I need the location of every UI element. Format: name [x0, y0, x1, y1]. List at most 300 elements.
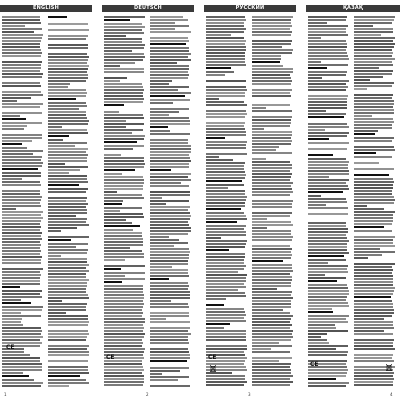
text-line [206, 237, 221, 239]
text-line [354, 226, 384, 228]
text-line [2, 193, 40, 195]
text-line [104, 315, 142, 317]
text-line [104, 114, 143, 116]
text-line [150, 99, 190, 101]
text-line [354, 357, 392, 359]
text-line [252, 65, 283, 67]
text-line [206, 348, 247, 350]
text-line [354, 137, 394, 139]
text-line [2, 274, 41, 276]
text-line [252, 221, 291, 223]
text-line [354, 61, 392, 63]
text-line [48, 184, 79, 186]
text-line [2, 37, 42, 39]
text-line [48, 53, 87, 55]
text-line [104, 229, 133, 231]
text-line [252, 282, 291, 284]
text-line [2, 253, 40, 255]
text-line [48, 126, 62, 128]
text-line [354, 245, 395, 247]
text-line [252, 285, 291, 287]
text-line [48, 267, 86, 269]
text-line [308, 302, 348, 304]
text-line [48, 65, 89, 67]
text-line [206, 345, 247, 347]
text-line [104, 378, 144, 380]
text-line [308, 262, 328, 264]
text-line [206, 180, 242, 182]
text-line [150, 351, 189, 353]
text-line [150, 224, 189, 226]
text-line [48, 38, 86, 40]
text-line [252, 191, 293, 193]
text-line [206, 122, 245, 124]
text-line [2, 165, 42, 167]
text-line [150, 145, 191, 147]
text-line [48, 315, 88, 317]
text-line [48, 333, 89, 335]
text-line [2, 159, 41, 161]
text-line [252, 318, 291, 320]
text-line [150, 263, 188, 265]
text-line [308, 243, 347, 245]
ce-mark: CE [6, 344, 15, 351]
text-line [252, 143, 291, 145]
text-line [206, 336, 246, 338]
text-line [104, 256, 144, 258]
text-line [2, 321, 21, 323]
text-line [104, 303, 144, 305]
text-line [354, 140, 392, 142]
text-line [150, 166, 189, 168]
text-line [206, 246, 245, 248]
text-line [2, 217, 43, 219]
text-line [308, 80, 349, 82]
text-line [252, 80, 292, 82]
text-line [308, 299, 346, 301]
text-line [252, 149, 276, 151]
text-line [150, 50, 189, 52]
text-line [2, 64, 41, 66]
text-line [2, 226, 41, 228]
text-line [48, 215, 76, 217]
text-line [308, 110, 326, 112]
text-line [104, 59, 143, 61]
text-line [2, 97, 31, 99]
text-line [354, 31, 393, 33]
text-line [354, 58, 395, 60]
text-line [354, 223, 392, 225]
text-line [354, 112, 394, 114]
text-line [206, 128, 245, 130]
text-line [150, 367, 189, 369]
text-line [2, 286, 20, 288]
text-line [206, 95, 245, 97]
manual-page-deutsch [102, 0, 194, 400]
text-line [308, 34, 348, 36]
text-line [48, 163, 65, 165]
text-line [150, 203, 166, 205]
text-line [150, 272, 188, 274]
text-line [206, 221, 237, 223]
text-line [252, 321, 290, 323]
text-line [252, 152, 292, 154]
text-line [354, 290, 394, 292]
text-line [104, 101, 143, 103]
text-line [150, 191, 190, 193]
text-line [252, 131, 292, 133]
text-line [150, 68, 189, 70]
text-line [308, 339, 327, 341]
text-line [308, 25, 348, 27]
text-line [48, 68, 88, 70]
text-line [150, 182, 181, 184]
text-line [206, 89, 247, 91]
text-line [104, 213, 143, 215]
text-line [104, 191, 117, 193]
text-line [252, 134, 292, 136]
text-line [2, 205, 41, 207]
text-line [2, 369, 42, 371]
text-line [206, 177, 245, 179]
text-line [354, 254, 382, 256]
text-line [150, 282, 188, 284]
text-line [48, 246, 76, 248]
text-line [2, 363, 42, 365]
text-line [2, 372, 23, 374]
text-line [354, 330, 384, 332]
text-line [48, 354, 89, 356]
text-line [104, 132, 132, 134]
text-line [2, 223, 40, 225]
text-line [150, 194, 190, 196]
text-line [2, 357, 40, 359]
text-line [308, 324, 335, 326]
text-line [104, 288, 143, 290]
text-line [150, 333, 191, 335]
text-line [48, 178, 87, 180]
text-column-right [150, 16, 191, 390]
text-line [2, 268, 43, 270]
text-line [354, 37, 395, 39]
text-line [104, 141, 137, 143]
text-line [206, 249, 229, 251]
text-line [150, 257, 189, 259]
text-line [150, 80, 172, 82]
text-line [150, 59, 191, 61]
text-column-left [2, 16, 43, 390]
text-line [354, 115, 372, 117]
text-line [252, 212, 292, 214]
text-line [308, 222, 346, 224]
text-line [104, 321, 145, 323]
text-line [150, 348, 188, 350]
text-line [308, 305, 349, 307]
text-line [252, 83, 291, 85]
text-line [48, 273, 86, 275]
text-line [354, 309, 394, 311]
text-line [2, 103, 43, 105]
text-line [354, 381, 393, 383]
text-line [354, 79, 370, 81]
text-line [104, 324, 143, 326]
text-line [206, 147, 246, 149]
text-line [206, 225, 246, 227]
text-line [308, 77, 322, 79]
recycle-bin-icon [386, 364, 392, 371]
page-header: ҚАЗАҚ [306, 5, 400, 12]
text-line [206, 253, 245, 255]
text-line [2, 315, 41, 317]
text-line [206, 43, 245, 45]
text-line [2, 168, 38, 170]
text-line [104, 339, 142, 341]
text-line [308, 265, 348, 267]
text-line [104, 327, 144, 329]
text-line [48, 348, 87, 350]
text-line [354, 269, 393, 271]
text-line [308, 342, 329, 344]
text-line [354, 217, 393, 219]
text-line [308, 188, 349, 190]
text-line [206, 141, 247, 143]
text-line [150, 239, 179, 241]
text-line [2, 312, 21, 314]
text-line [104, 173, 122, 175]
text-line [150, 215, 191, 217]
text-line [308, 173, 349, 175]
text-line [104, 77, 127, 79]
text-line [104, 92, 143, 94]
text-line [104, 235, 142, 237]
text-line [48, 270, 89, 272]
text-line [2, 153, 33, 155]
text-line [150, 53, 191, 55]
text-line [150, 25, 189, 27]
text-line [48, 108, 79, 110]
text-line [308, 167, 348, 169]
text-line [150, 291, 190, 293]
text-line [206, 165, 244, 167]
text-line [150, 123, 190, 125]
text-line [2, 184, 41, 186]
text-line [206, 37, 244, 39]
text-line [150, 321, 190, 323]
text-line [2, 31, 34, 33]
text-line [308, 195, 321, 197]
text-line [48, 379, 86, 381]
recycle-bin-icon [210, 365, 216, 372]
text-line [354, 130, 378, 132]
text-line [150, 56, 188, 58]
text-line [252, 372, 291, 374]
text-line [252, 188, 292, 190]
text-line [308, 37, 321, 39]
text-line [104, 336, 144, 338]
text-line [354, 360, 394, 362]
text-line [308, 86, 348, 88]
text-line [48, 197, 87, 199]
text-line [48, 98, 76, 100]
text-line [206, 49, 246, 51]
text-line [48, 191, 86, 193]
text-line [252, 107, 266, 109]
text-line [354, 181, 394, 183]
text-line [308, 101, 347, 103]
text-line [48, 339, 86, 341]
text-line [354, 97, 392, 99]
text-line [48, 261, 87, 263]
text-line [48, 160, 87, 162]
text-line [150, 74, 189, 76]
text-line [104, 16, 145, 18]
text-line [2, 70, 40, 72]
text-line [252, 260, 283, 262]
text-line [308, 198, 346, 200]
text-line [252, 52, 292, 54]
text-line [354, 124, 392, 126]
text-line [308, 345, 348, 347]
text-line [48, 351, 89, 353]
text-line [2, 143, 22, 145]
text-line [252, 25, 292, 27]
text-line [48, 29, 89, 31]
text-line [206, 323, 230, 325]
text-line [2, 91, 41, 93]
text-line [104, 342, 143, 344]
text-line [206, 274, 247, 276]
text-line [308, 176, 329, 178]
text-line [206, 308, 244, 310]
text-line [150, 37, 188, 39]
text-line [252, 43, 291, 45]
text-line [252, 312, 290, 314]
text-line [206, 174, 246, 176]
text-line [104, 160, 144, 162]
text-line [104, 363, 142, 365]
text-line [252, 128, 264, 130]
text-line [252, 233, 291, 235]
text-line [252, 22, 291, 24]
text-line [354, 121, 394, 123]
text-line [150, 206, 190, 208]
text-line [150, 209, 188, 211]
text-line [354, 64, 393, 66]
text-line [150, 376, 189, 378]
text-line [150, 28, 175, 30]
text-line [104, 372, 142, 374]
text-line [252, 55, 281, 57]
text-line [354, 19, 394, 21]
text-line [48, 288, 86, 290]
text-line [150, 230, 191, 232]
text-line [354, 300, 392, 302]
text-line [206, 268, 244, 270]
text-line [206, 311, 245, 313]
text-line [104, 56, 145, 58]
text-line [206, 384, 244, 386]
text-line [252, 49, 293, 51]
text-line [308, 126, 349, 128]
text-line [104, 86, 143, 88]
text-line [48, 95, 86, 97]
text-line [48, 255, 61, 257]
text-line [252, 218, 267, 220]
text-line [308, 164, 348, 166]
text-line [150, 251, 190, 253]
text-line [206, 193, 245, 195]
text-line [308, 234, 346, 236]
text-line [104, 47, 144, 49]
text-line [48, 83, 70, 85]
text-line [308, 271, 348, 273]
text-line [354, 372, 394, 374]
text-line [354, 28, 393, 30]
text-line [252, 158, 266, 160]
text-line [48, 206, 86, 208]
text-line [206, 92, 245, 94]
text-line [354, 327, 394, 329]
text-line [104, 275, 125, 277]
text-line [150, 315, 189, 317]
text-line [150, 339, 188, 341]
page-number: 3 [248, 392, 251, 397]
text-line [104, 333, 145, 335]
text-line [206, 125, 244, 127]
text-line [150, 169, 171, 171]
text-line [48, 330, 88, 332]
text-line [354, 275, 393, 277]
text-line [354, 251, 395, 253]
page-header: РУССКИЙ [204, 5, 296, 12]
text-line [2, 43, 40, 45]
text-line [206, 271, 238, 273]
text-line [104, 203, 122, 205]
text-line [252, 164, 292, 166]
text-line [2, 220, 41, 222]
text-line [354, 239, 393, 241]
text-line [48, 157, 87, 159]
text-line [2, 366, 42, 368]
text-line [2, 106, 40, 108]
text-line [206, 375, 245, 377]
text-line [354, 263, 395, 265]
text-line [48, 375, 80, 377]
text-line [150, 354, 190, 356]
text-line [354, 127, 392, 129]
text-line [104, 330, 143, 332]
text-line [206, 298, 226, 300]
text-line [252, 345, 292, 347]
text-line [308, 249, 347, 251]
text-line [308, 293, 349, 295]
text-line [150, 179, 191, 181]
text-line [308, 116, 344, 118]
text-line [48, 279, 89, 281]
text-line [206, 212, 244, 214]
text-line [48, 366, 88, 368]
text-line [48, 239, 71, 241]
text-line [252, 245, 290, 247]
text-line [354, 73, 392, 75]
text-line [2, 25, 25, 27]
text-line [2, 162, 43, 164]
text-line [150, 275, 189, 277]
text-line [206, 162, 245, 164]
text-line [252, 276, 292, 278]
text-line [252, 89, 292, 91]
text-line [104, 185, 143, 187]
